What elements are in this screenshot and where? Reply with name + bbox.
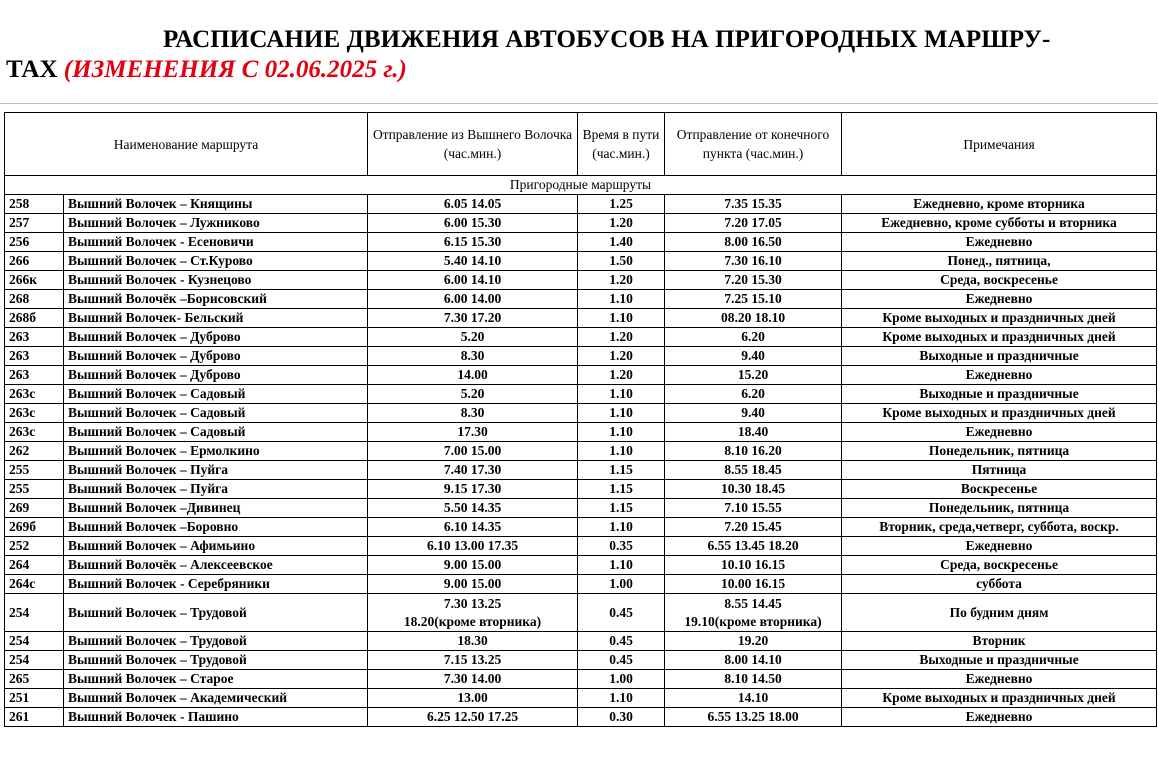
route-note: Ежедневно xyxy=(842,423,1157,442)
departure-times: 6.10 14.35 xyxy=(368,518,578,537)
travel-time: 1.15 xyxy=(578,499,665,518)
route-number: 255 xyxy=(5,480,64,499)
travel-time: 1.10 xyxy=(578,385,665,404)
route-number: 263 xyxy=(5,366,64,385)
route-number: 263 xyxy=(5,347,64,366)
route-name: Вышний Волочек – Старое xyxy=(64,670,368,689)
header-travel-time: Время в пути (час.мин.) xyxy=(578,113,665,176)
return-times: 15.20 xyxy=(665,366,842,385)
route-note: Понед., пятница, xyxy=(842,252,1157,271)
route-name: Вышний Волочек – Дуброво xyxy=(64,328,368,347)
route-name: Вышний Волочек – Трудовой xyxy=(64,594,368,632)
route-number: 264с xyxy=(5,575,64,594)
route-name: Вышний Волочек – Трудовой xyxy=(64,651,368,670)
travel-time: 1.00 xyxy=(578,575,665,594)
departure-times: 9.00 15.00 xyxy=(368,556,578,575)
route-name: Вышний Волочёк –Борисовский xyxy=(64,290,368,309)
route-number: 268 xyxy=(5,290,64,309)
return-times: 6.55 13.45 18.20 xyxy=(665,537,842,556)
return-times: 8.00 16.50 xyxy=(665,233,842,252)
section-title: Пригородные маршруты xyxy=(5,176,1157,195)
departure-times: 5.40 14.10 xyxy=(368,252,578,271)
table-row xyxy=(5,271,1157,290)
departure-times: 7.15 13.25 xyxy=(368,651,578,670)
travel-time: 1.40 xyxy=(578,233,665,252)
route-note: Вторник, среда,четверг, суббота, воскр. xyxy=(842,518,1157,537)
departure-times: 5.20 xyxy=(368,328,578,347)
return-times: 7.10 15.55 xyxy=(665,499,842,518)
return-times: 7.30 16.10 xyxy=(665,252,842,271)
travel-time: 1.10 xyxy=(578,404,665,423)
title-line-2 xyxy=(6,56,407,84)
return-times: 7.20 15.30 xyxy=(665,271,842,290)
route-name: Вышний Волочек – Дуброво xyxy=(64,347,368,366)
return-times: 8.00 14.10 xyxy=(665,651,842,670)
route-number: 262 xyxy=(5,442,64,461)
route-note: Среда, воскресенье xyxy=(842,271,1157,290)
route-number: 269б xyxy=(5,518,64,537)
route-number: 263с xyxy=(5,385,64,404)
route-name: Вышний Волочек – Княщины xyxy=(64,195,368,214)
route-note: По будним дням xyxy=(842,594,1157,632)
route-note: Понедельник, пятница xyxy=(842,499,1157,518)
header-return-departure: Отправление от конечного пункта (час.мин.) xyxy=(665,113,842,176)
route-name: Вышний Волочек – Трудовой xyxy=(64,632,368,651)
travel-time: 0.45 xyxy=(578,594,665,632)
route-name: Вышний Волочек – Ст.Курово xyxy=(64,252,368,271)
title-line-2-text: ТАХ xyxy=(6,56,58,83)
table-row xyxy=(5,328,1157,347)
route-number: 266 xyxy=(5,252,64,271)
table-row xyxy=(5,404,1157,423)
return-times: 10.10 16.15 xyxy=(665,556,842,575)
table-header-row xyxy=(5,113,1157,176)
table-row xyxy=(5,290,1157,309)
route-number: 258 xyxy=(5,195,64,214)
departure-times-line2: 18.20(кроме вторника) xyxy=(403,613,542,629)
route-name: Вышний Волочек - Есеновичи xyxy=(64,233,368,252)
departure-times: 8.30 xyxy=(368,404,578,423)
departure-times: 17.30 xyxy=(368,423,578,442)
table-row xyxy=(5,442,1157,461)
travel-time: 1.20 xyxy=(578,214,665,233)
travel-time: 1.20 xyxy=(578,328,665,347)
departure-times: 7.40 17.30 xyxy=(368,461,578,480)
return-times: 18.40 xyxy=(665,423,842,442)
travel-time: 1.20 xyxy=(578,347,665,366)
table-row xyxy=(5,366,1157,385)
table-row xyxy=(5,423,1157,442)
table-row xyxy=(5,499,1157,518)
table-row xyxy=(5,594,1157,632)
departure-times: 13.00 xyxy=(368,689,578,708)
route-number: 263с xyxy=(5,423,64,442)
departure-times: 7.30 14.00 xyxy=(368,670,578,689)
return-times xyxy=(665,594,842,632)
route-note: Выходные и праздничные xyxy=(842,651,1157,670)
route-note: Ежедневно xyxy=(842,670,1157,689)
route-note: Ежедневно xyxy=(842,708,1157,727)
departure-times: 9.00 15.00 xyxy=(368,575,578,594)
schedule-table xyxy=(4,112,1157,727)
route-number: 251 xyxy=(5,689,64,708)
route-name: Вышний Волочек – Академический xyxy=(64,689,368,708)
travel-time: 0.45 xyxy=(578,632,665,651)
route-number: 254 xyxy=(5,594,64,632)
table-row xyxy=(5,347,1157,366)
route-note: Кроме выходных и праздничных дней xyxy=(842,309,1157,328)
return-times: 8.10 14.50 xyxy=(665,670,842,689)
route-number: 269 xyxy=(5,499,64,518)
section-row xyxy=(5,176,1157,195)
route-number: 256 xyxy=(5,233,64,252)
travel-time: 0.45 xyxy=(578,651,665,670)
table-row xyxy=(5,233,1157,252)
return-times: 10.30 18.45 xyxy=(665,480,842,499)
departure-times xyxy=(368,594,578,632)
travel-time: 1.10 xyxy=(578,442,665,461)
travel-time: 1.10 xyxy=(578,518,665,537)
return-times: 7.25 15.10 xyxy=(665,290,842,309)
return-times: 10.00 16.15 xyxy=(665,575,842,594)
table-row xyxy=(5,556,1157,575)
route-note: Ежедневно xyxy=(842,537,1157,556)
route-name: Вышний Волочек - Серебряники xyxy=(64,575,368,594)
travel-time: 1.15 xyxy=(578,480,665,499)
table-row xyxy=(5,575,1157,594)
route-number: 263 xyxy=(5,328,64,347)
table-row xyxy=(5,480,1157,499)
table-row xyxy=(5,195,1157,214)
departure-times: 8.30 xyxy=(368,347,578,366)
route-number: 265 xyxy=(5,670,64,689)
route-note: Понедельник, пятница xyxy=(842,442,1157,461)
travel-time: 1.25 xyxy=(578,195,665,214)
title-changes-date: (ИЗМЕНЕНИЯ С 02.06.2025 г.) xyxy=(63,56,407,83)
departure-times: 7.00 15.00 xyxy=(368,442,578,461)
table-row xyxy=(5,214,1157,233)
departure-times: 6.00 14.10 xyxy=(368,271,578,290)
route-name: Вышний Волочек – Садовый xyxy=(64,423,368,442)
route-name: Вышний Волочёк – Алексеевское xyxy=(64,556,368,575)
route-note: Выходные и праздничные xyxy=(842,385,1157,404)
route-name: Вышний Волочек - Пашино xyxy=(64,708,368,727)
table-row xyxy=(5,385,1157,404)
travel-time: 0.35 xyxy=(578,537,665,556)
route-name: Вышний Волочек – Пуйга xyxy=(64,480,368,499)
return-times: 8.55 18.45 xyxy=(665,461,842,480)
return-times: 9.40 xyxy=(665,404,842,423)
table-row xyxy=(5,461,1157,480)
header-divider xyxy=(0,103,1158,104)
route-note: Кроме выходных и праздничных дней xyxy=(842,689,1157,708)
header-route-name: Наименование маршрута xyxy=(5,113,368,176)
travel-time: 1.20 xyxy=(578,271,665,290)
route-name: Вышний Волочек – Афимьино xyxy=(64,537,368,556)
return-times: 19.20 xyxy=(665,632,842,651)
departure-times: 5.50 14.35 xyxy=(368,499,578,518)
departure-times: 18.30 xyxy=(368,632,578,651)
travel-time: 1.10 xyxy=(578,423,665,442)
route-name: Вышний Волочек –Дивинец xyxy=(64,499,368,518)
route-note: Ежедневно xyxy=(842,290,1157,309)
route-name: Вышний Волочек – Садовый xyxy=(64,385,368,404)
route-name: Вышний Волочек – Садовый xyxy=(64,404,368,423)
travel-time: 1.10 xyxy=(578,290,665,309)
route-note: Ежедневно xyxy=(842,366,1157,385)
table-row xyxy=(5,537,1157,556)
title-line-1: РАСПИСАНИЕ ДВИЖЕНИЯ АВТОБУСОВ НА ПРИГОРОДНЫХ МАРШРУ- xyxy=(163,26,1051,53)
travel-time: 1.10 xyxy=(578,689,665,708)
travel-time: 1.20 xyxy=(578,366,665,385)
travel-time: 0.30 xyxy=(578,708,665,727)
travel-time: 1.00 xyxy=(578,670,665,689)
return-times: 6.20 xyxy=(665,328,842,347)
route-name: Вышний Волочек - Кузнецово xyxy=(64,271,368,290)
route-note: Кроме выходных и праздничных дней xyxy=(842,404,1157,423)
departure-times: 6.10 13.00 17.35 xyxy=(368,537,578,556)
departure-times: 6.00 14.00 xyxy=(368,290,578,309)
route-note: Кроме выходных и праздничных дней xyxy=(842,328,1157,347)
departure-times: 6.05 14.05 xyxy=(368,195,578,214)
route-name: Вышний Волочек – Пуйга xyxy=(64,461,368,480)
route-name: Вышний Волочек –Боровно xyxy=(64,518,368,537)
table-row xyxy=(5,670,1157,689)
departure-times-line1: 7.30 13.25 xyxy=(443,595,502,611)
travel-time: 1.50 xyxy=(578,252,665,271)
return-times: 7.35 15.35 xyxy=(665,195,842,214)
return-times: 6.20 xyxy=(665,385,842,404)
route-number: 268б xyxy=(5,309,64,328)
route-number: 255 xyxy=(5,461,64,480)
table-row xyxy=(5,632,1157,651)
route-note: Ежедневно, кроме вторника xyxy=(842,195,1157,214)
departure-times: 6.25 12.50 17.25 xyxy=(368,708,578,727)
route-note: Воскресенье xyxy=(842,480,1157,499)
route-name: Вышний Волочек – Лужниково xyxy=(64,214,368,233)
route-number: 257 xyxy=(5,214,64,233)
route-note: Ежедневно, кроме субботы и вторника xyxy=(842,214,1157,233)
return-times: 14.10 xyxy=(665,689,842,708)
return-times: 6.55 13.25 18.00 xyxy=(665,708,842,727)
table-row xyxy=(5,689,1157,708)
departure-times: 9.15 17.30 xyxy=(368,480,578,499)
table-row xyxy=(5,651,1157,670)
header-notes: Примечания xyxy=(842,113,1157,176)
travel-time: 1.15 xyxy=(578,461,665,480)
header-departure: Отправление из Вышнего Волочка (час.мин.) xyxy=(368,113,578,176)
route-note: Выходные и праздничные xyxy=(842,347,1157,366)
table-row xyxy=(5,708,1157,727)
route-number: 263с xyxy=(5,404,64,423)
travel-time: 1.10 xyxy=(578,309,665,328)
route-note: Вторник xyxy=(842,632,1157,651)
table-row xyxy=(5,252,1157,271)
route-note: Пятница xyxy=(842,461,1157,480)
return-times: 08.20 18.10 xyxy=(665,309,842,328)
route-note: Среда, воскресенье xyxy=(842,556,1157,575)
return-times: 7.20 15.45 xyxy=(665,518,842,537)
departure-times: 6.00 15.30 xyxy=(368,214,578,233)
departure-times: 6.15 15.30 xyxy=(368,233,578,252)
route-number: 264 xyxy=(5,556,64,575)
departure-times: 5.20 xyxy=(368,385,578,404)
return-times-line1: 8.55 14.45 xyxy=(724,595,782,611)
route-number: 254 xyxy=(5,632,64,651)
route-number: 261 xyxy=(5,708,64,727)
departure-times: 14.00 xyxy=(368,366,578,385)
return-times: 8.10 16.20 xyxy=(665,442,842,461)
route-number: 254 xyxy=(5,651,64,670)
route-name: Вышний Волочек – Ермолкино xyxy=(64,442,368,461)
travel-time: 1.10 xyxy=(578,556,665,575)
departure-times: 7.30 17.20 xyxy=(368,309,578,328)
route-number: 266к xyxy=(5,271,64,290)
return-times: 7.20 17.05 xyxy=(665,214,842,233)
route-name: Вышний Волочек- Бельский xyxy=(64,309,368,328)
return-times-line2: 19.10(кроме вторника) xyxy=(684,613,822,629)
route-number: 252 xyxy=(5,537,64,556)
table-row xyxy=(5,309,1157,328)
route-note: Ежедневно xyxy=(842,233,1157,252)
table-row xyxy=(5,518,1157,537)
route-name: Вышний Волочек – Дуброво xyxy=(64,366,368,385)
return-times: 9.40 xyxy=(665,347,842,366)
route-note: суббота xyxy=(842,575,1157,594)
